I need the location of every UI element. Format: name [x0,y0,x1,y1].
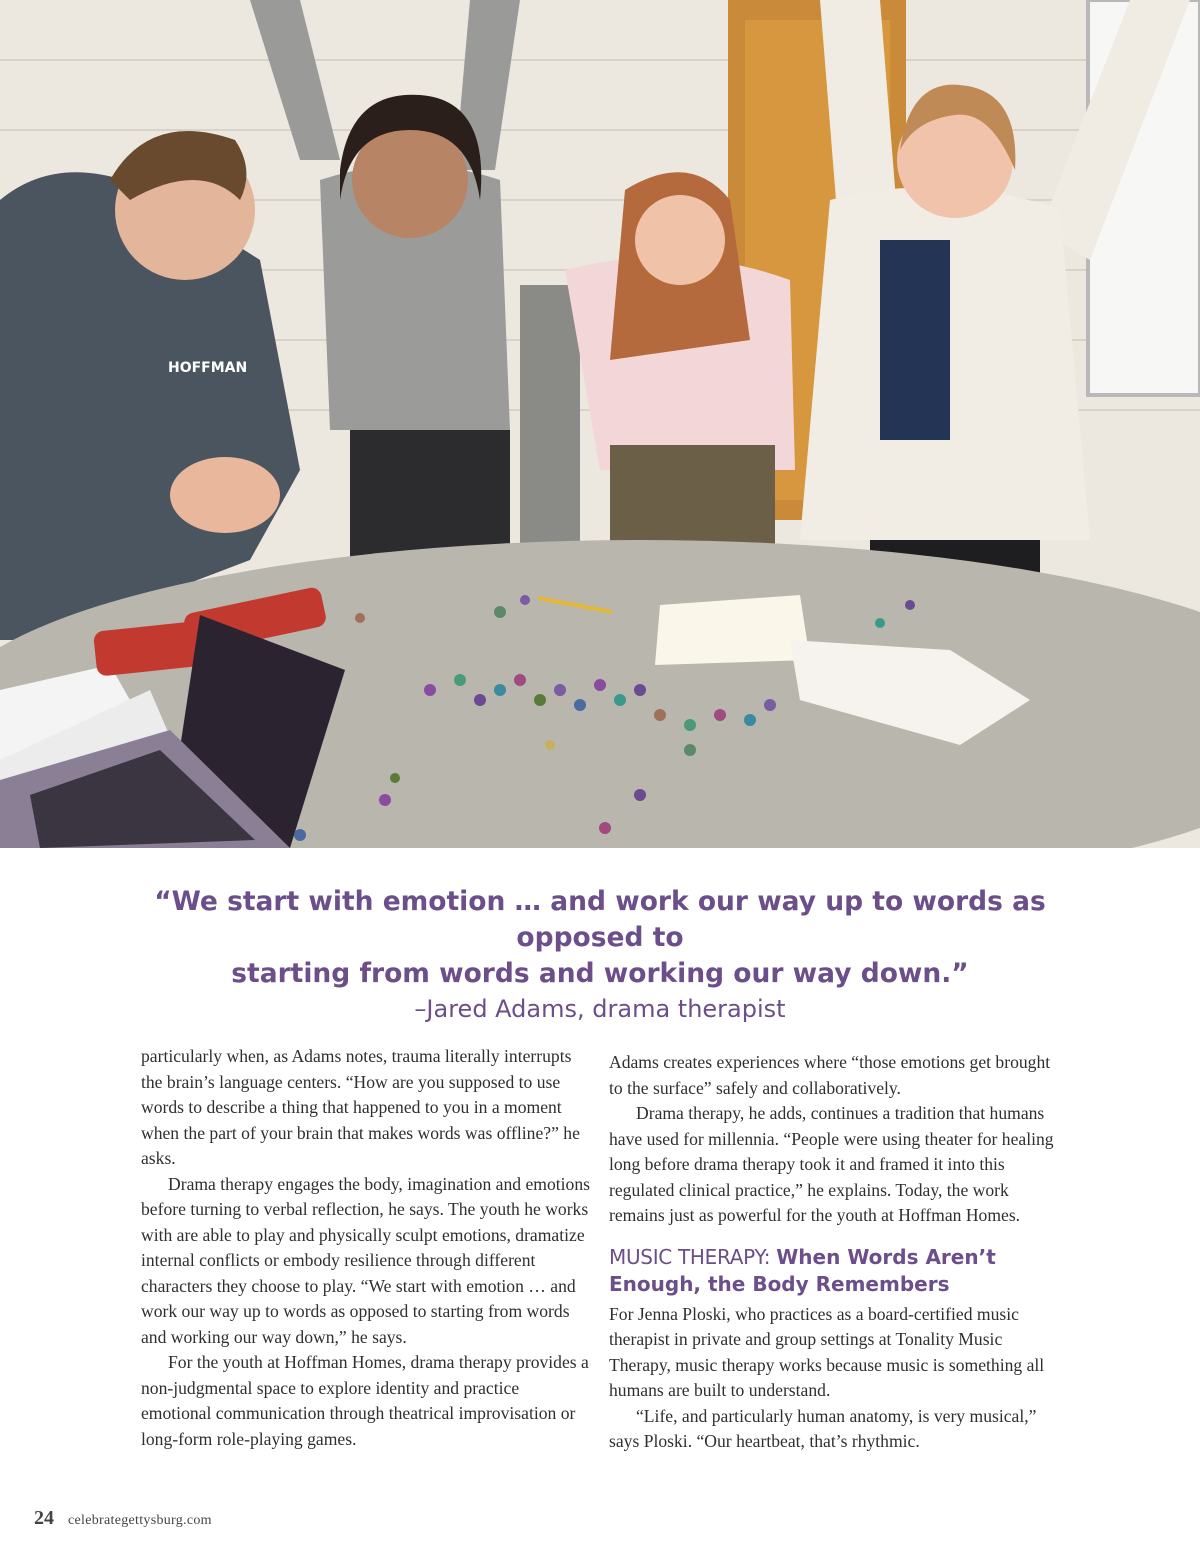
left-paragraph-1: particularly when, as Adams notes, trauma literally interrupts the brain’s language centers. “How are you supposed to use words to describe a thing that happened to you in a moment when the part of your brain that makes words was offline?” he asks. [141,1046,580,1168]
right-column [609,1050,1059,1455]
subhead-title: When Words Aren’t Enough, the Body Remembers [609,1244,996,1296]
pull-quote-text [100,884,1100,992]
pull-quote-line-2: starting from words and working our way down.” [231,958,969,989]
right-paragraph-4: “Life, and particularly human anatomy, is very musical,” says Ploski. “Our heartbeat, that’s rhythmic. [609,1405,1037,1451]
section-subhead [609,1244,1059,1298]
subhead-kicker: MUSIC THERAPY: [609,1244,777,1269]
pull-quote-attribution: –Jared Adams, drama therapist [414,995,786,1023]
right-paragraph-1: Adams creates experiences where “those emotions get brought to the surface” safely and collaboratively. [609,1052,1051,1098]
page-footer [34,1507,212,1530]
page-number: 24 [34,1507,54,1529]
left-paragraph-2: Drama therapy engages the body, imagination and emotions before turning to verbal reflection, he says. The youth he works with are able to play and physically sculpt emotions, dramatize internal conflicts or embody resilience through different characters they choose to play. “We start with emotion … and work our way up to words as opposed to starting from words and working our way down,” he says. [141,1173,590,1347]
right-paragraph-3: For Jenna Ploski, who practices as a board-certified music therapist in private and group settings at Tonality Music Therapy, music therapy works because music is something all humans are built to understand. [609,1303,1045,1400]
pull-quote-line-1: “We start with emotion … and work our way up to words as opposed to [154,886,1046,953]
left-paragraph-3: For the youth at Hoffman Homes, drama therapy provides a non-judgmental space to explore identity and practice emotional communication through theatrical improvisation or long-form role-playing games. [141,1352,589,1449]
left-column [141,1044,593,1452]
right-paragraph-2: Drama therapy, he adds, continues a tradition that humans have used for millennia. “People were using theater for healing long before drama therapy took it and framed it into this regulated clinical practice,” he explains. Today, the work remains just as powerful for the youth at Hoffman Homes. [609,1103,1054,1225]
shirt-logo: HOFFMAN [168,360,248,376]
footer-site: celebrategettysburg.com [68,1513,212,1528]
pull-quote [0,884,1200,1026]
